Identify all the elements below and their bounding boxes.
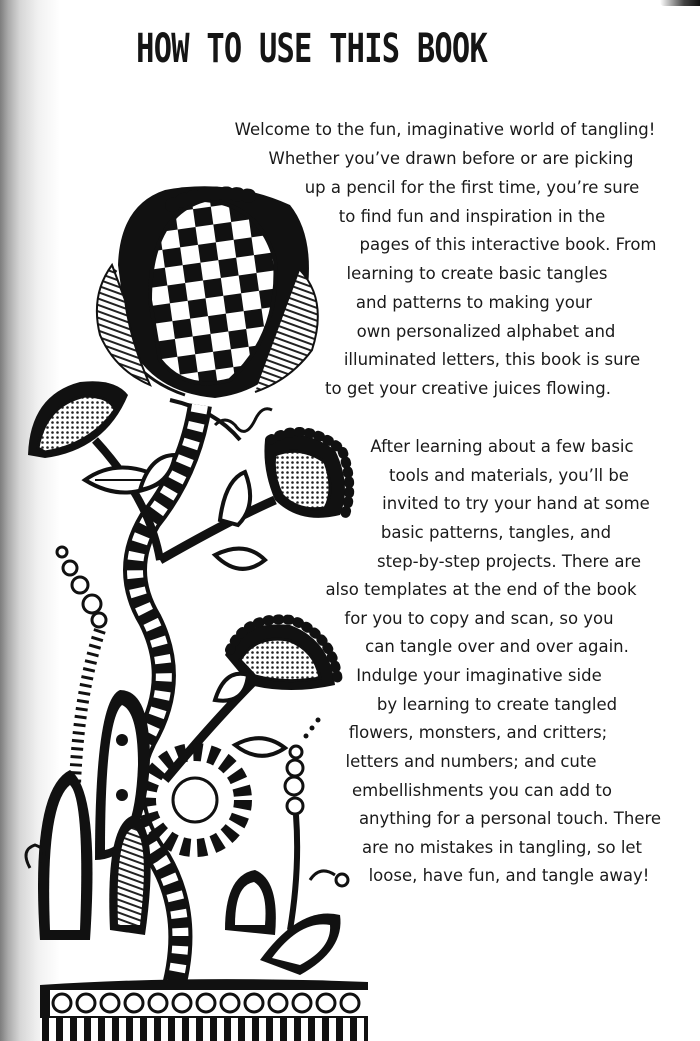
dotted-flower-icon	[28, 381, 128, 458]
body-line: up a pencil for the first time, you’re sure	[304, 178, 640, 197]
body-line: to get your creative juices flowing.	[325, 379, 611, 398]
body-line: letters and numbers; and cute	[345, 752, 597, 771]
ground-border-icon	[40, 979, 368, 1041]
body-line: basic patterns, tangles, and	[380, 523, 612, 542]
page-title: HOW TO USE THIS BOOK	[136, 26, 488, 72]
body-line: embellishments you can add to	[352, 781, 612, 800]
body-line: loose, have fun, and tangle away!	[368, 866, 650, 885]
body-line: invited to try your hand at some	[382, 494, 650, 513]
body-line: also templates at the end of the book	[325, 580, 637, 599]
body-line: anything for a personal touch. There	[358, 809, 662, 828]
body-line: tools and materials, you’ll be	[389, 466, 629, 485]
body-line: step-by-step projects. There are	[376, 552, 642, 571]
body-line: by learning to create tangled	[376, 695, 618, 714]
body-line: After learning about a few basic	[370, 437, 634, 456]
body-line: Welcome to the fun, imaginative world of tangling!	[234, 120, 656, 139]
body-line: for you to copy and scan, so you	[344, 609, 614, 628]
body-line: illuminated letters, this book is sure	[343, 350, 641, 369]
body-line: to find fun and inspiration in the	[338, 207, 606, 226]
body-line: pages of this interactive book. From	[359, 235, 657, 254]
body-line: Indulge your imaginative side	[356, 666, 602, 685]
body-line: learning to create basic tangles	[346, 264, 608, 283]
body-line: flowers, monsters, and critters;	[348, 723, 608, 742]
checkered-tulip-icon	[97, 186, 318, 440]
dotted-flower-icon	[264, 432, 349, 520]
body-line: own personalized alphabet and	[356, 322, 616, 341]
body-line: are no mistakes in tangling, so let	[361, 838, 643, 857]
body-line: Whether you’ve drawn before or are picking	[268, 149, 634, 168]
body-line: and patterns to making your	[355, 293, 593, 312]
body-line: can tangle over and over again.	[365, 637, 629, 656]
